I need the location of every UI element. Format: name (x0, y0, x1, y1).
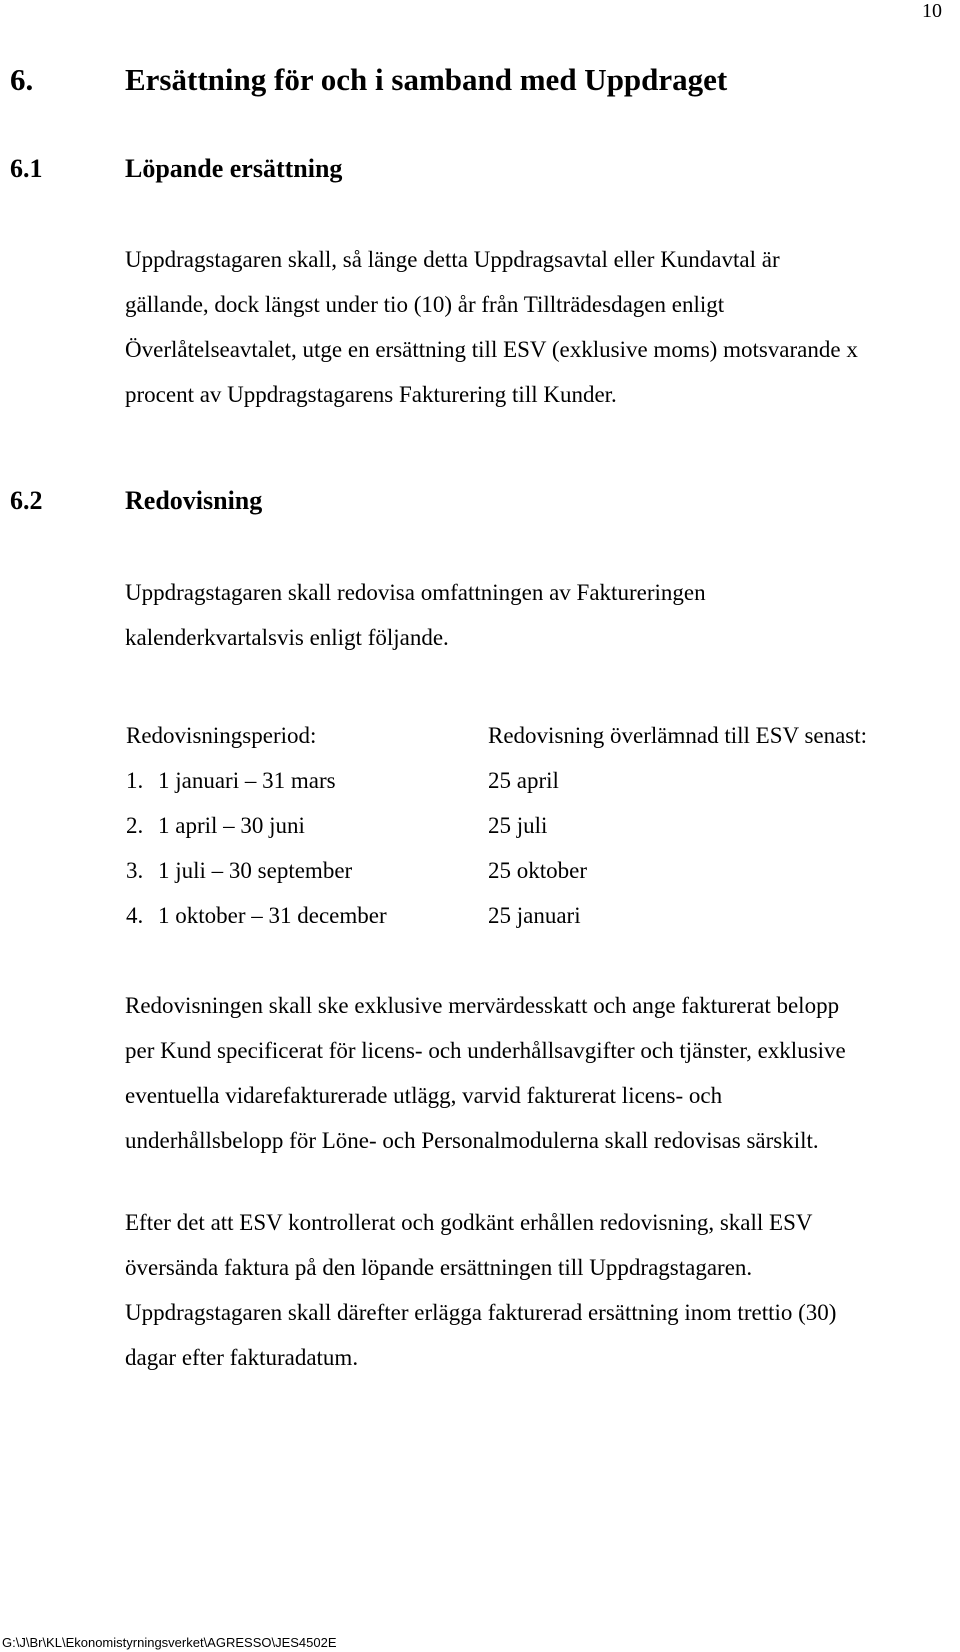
text-line: per Kund specificerat för licens- och underhållsavgifter och tjänster, exklusive (125, 1038, 846, 1063)
section-6-1-heading (10, 154, 342, 184)
row-period: 1 juli – 30 september (158, 857, 353, 883)
row-number: 3. (126, 857, 144, 883)
subsection-number: 6.1 (10, 154, 43, 183)
row-deadline: 25 april (488, 767, 559, 793)
reporting-schedule-table (126, 713, 867, 938)
table-row (126, 848, 867, 893)
header-period: Redovisningsperiod: (126, 722, 317, 748)
row-deadline: 25 oktober (488, 857, 588, 883)
page-number: 10 (922, 0, 942, 22)
row-period: 1 april – 30 juni (158, 812, 305, 838)
text-line: kalenderkvartalsvis enligt följande. (125, 625, 449, 650)
row-number: 4. (126, 902, 144, 928)
table-row (126, 893, 867, 938)
section-6-heading (10, 62, 727, 98)
section-title: Ersättning för och i samband med Uppdraget (125, 62, 728, 97)
row-deadline: 25 januari (488, 902, 581, 928)
row-number: 2. (126, 812, 144, 838)
text-line: procent av Uppdragstagarens Fakturering till Kunder. (125, 382, 617, 407)
row-deadline: 25 juli (488, 812, 548, 838)
row-number: 1. (126, 767, 144, 793)
subsection-title: Löpande ersättning (125, 154, 343, 183)
text-line: Överlåtelseavtalet, utge en ersättning till ESV (exklusive moms) motsvarande x (125, 337, 858, 362)
reporting-intro-paragraph (125, 570, 945, 660)
subsection-number: 6.2 (10, 486, 43, 515)
ongoing-compensation-paragraph (125, 237, 945, 417)
section-6-2-heading (10, 486, 262, 516)
text-line: gällande, dock längst under tio (10) år från Tillträdesdagen enligt (125, 292, 725, 317)
section-number: 6. (10, 62, 34, 97)
text-line: eventuella vidarefakturerade utlägg, varvid fakturerat licens- och (125, 1083, 723, 1108)
text-line: underhållsbelopp för Löne- och Personalmodulerna skall redovisas särskilt. (125, 1128, 819, 1153)
text-line: Uppdragstagaren skall redovisa omfattningen av Faktureringen (125, 580, 706, 605)
row-period: 1 januari – 31 mars (158, 767, 336, 793)
row-period: 1 oktober – 31 december (158, 902, 387, 928)
table-row (126, 758, 867, 803)
text-line: Uppdragstagaren skall, så länge detta Uppdragsavtal eller Kundavtal är (125, 247, 780, 272)
text-line: Redovisningen skall ske exklusive mervärdesskatt och ange fakturerat belopp (125, 993, 840, 1018)
text-line: Uppdragstagaren skall därefter erlägga fakturerad ersättning inom trettio (30) (125, 1300, 837, 1325)
table-row (126, 803, 867, 848)
text-line: översända faktura på den löpande ersättningen till Uppdragstagaren. (125, 1255, 753, 1280)
text-line: dagar efter fakturadatum. (125, 1345, 359, 1370)
footer-file-path: G:\J\Br\KL\Ekonomistyrningsverket\AGRESSO\JES4502E (2, 1635, 337, 1650)
text-line: Efter det att ESV kontrollerat och godkänt erhållen redovisning, skall ESV (125, 1210, 813, 1235)
header-deadline: Redovisning överlämnad till ESV senast: (488, 722, 868, 748)
table-header-row (126, 713, 867, 758)
subsection-title: Redovisning (125, 486, 263, 515)
invoicing-paragraph (125, 1200, 945, 1380)
reporting-details-paragraph (125, 983, 945, 1163)
